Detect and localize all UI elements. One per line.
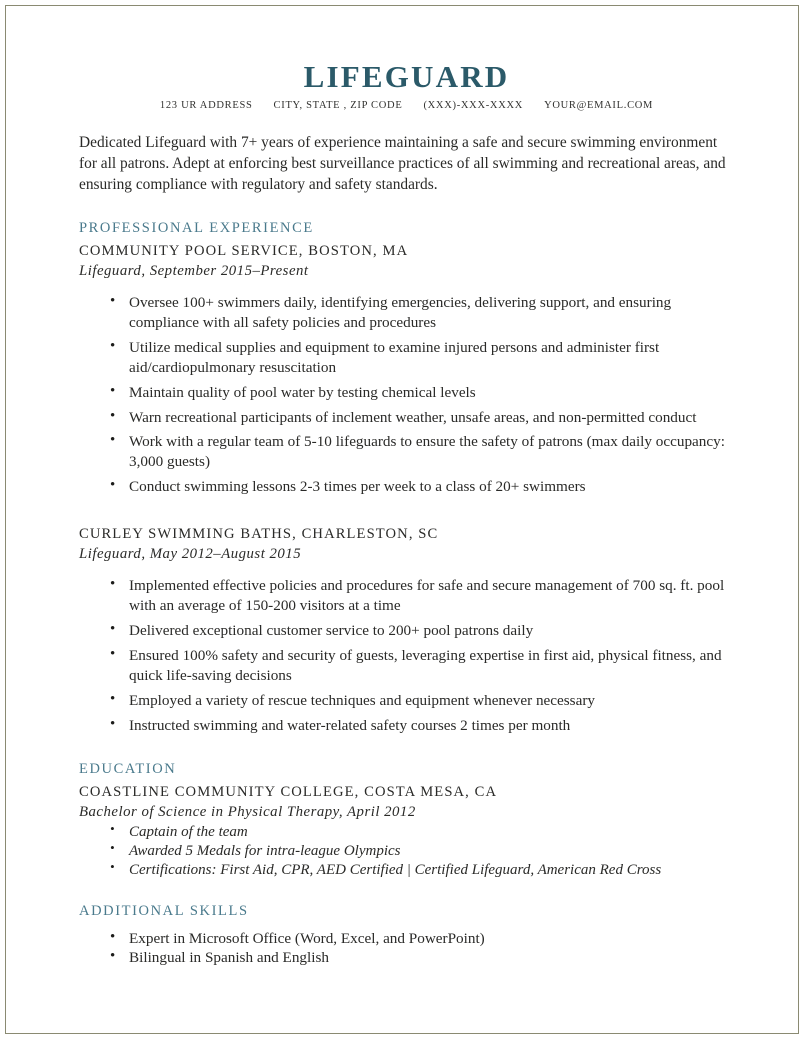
bullet-item: • Expert in Microsoft Office (Word, Excel, and PowerPoint) (79, 929, 734, 949)
employer-name: COMMUNITY POOL SERVICE, BOSTON, MA (79, 242, 409, 259)
job-title-dates: Lifeguard, May 2012–August 2015 (79, 546, 302, 563)
bullet-item: • Maintain quality of pool water by testing chemical levels (79, 383, 734, 403)
section-professional-experience (79, 220, 734, 736)
bullet-item: • Delivered exceptional customer service to 200+ pool patrons daily (79, 621, 734, 641)
bullet-item: • Implemented effective policies and procedures for safe and secure management of 700 sq. ft. pool with an average of 150-200 visitors at a time (79, 576, 734, 616)
section-education (79, 761, 734, 881)
experience-entry (79, 242, 734, 497)
resume-header (79, 6, 734, 111)
education-entry (79, 783, 734, 881)
school-name: COASTLINE COMMUNITY COLLEGE, COSTA MESA, CA (79, 783, 498, 800)
skills-bullet-list (79, 929, 734, 969)
section-heading-skills: ADDITIONAL SKILLS (79, 902, 249, 919)
bullet-item: • Work with a regular team of 5-10 lifeguards to ensure the safety of patrons (max daily occupancy: 3,000 guests) (79, 432, 734, 472)
bullet-item: • Warn recreational participants of inclement weather, unsafe areas, and non-permitted conduct (79, 408, 734, 428)
candidate-title: LIFEGUARD (303, 59, 510, 94)
experience-bullet-list (79, 293, 734, 497)
bullet-item: • Bilingual in Spanish and English (79, 948, 734, 968)
resume-content (79, 6, 734, 968)
experience-bullet-list (79, 576, 734, 735)
contact-phone: (XXX)-XXX-XXXX (423, 99, 524, 111)
section-additional-skills (79, 903, 734, 969)
contact-line (79, 100, 734, 111)
bullet-item: • Oversee 100+ swimmers daily, identifying emergencies, delivering support, and ensuring compliance with all safety policies and procedures (79, 293, 734, 333)
bullet-item: • Ensured 100% safety and security of guests, leveraging expertise in first aid, physical fitness, and quick life-saving decisions (79, 646, 734, 686)
employer-name: CURLEY SWIMMING BATHS, CHARLESTON, SC (79, 526, 439, 543)
resume-page (5, 5, 799, 1034)
section-heading-education: EDUCATION (79, 760, 177, 777)
bullet-item: • Employed a variety of rescue techniques and equipment whenever necessary (79, 691, 734, 711)
contact-city-state-zip: CITY, STATE , ZIP CODE (273, 99, 403, 111)
contact-address: 123 UR ADDRESS (159, 99, 253, 111)
education-bullet-list (79, 823, 734, 881)
contact-email: YOUR@EMAIL.COM (544, 99, 654, 111)
bullet-item: • Certifications: First Aid, CPR, AED Certified | Certified Lifeguard, American Red Cross (79, 861, 734, 880)
section-heading-experience: PROFESSIONAL EXPERIENCE (79, 219, 314, 236)
bullet-item: • Utilize medical supplies and equipment to examine injured persons and administer first aid/cardiopulmonary resuscitation (79, 338, 734, 378)
bullet-item: • Conduct swimming lessons 2-3 times per week to a class of 20+ swimmers (79, 477, 734, 497)
bullet-item: • Instructed swimming and water-related safety courses 2 times per month (79, 716, 734, 736)
experience-entry (79, 525, 734, 736)
bullet-item: • Captain of the team (79, 823, 734, 842)
bullet-item: • Awarded 5 Medals for intra-league Olympics (79, 842, 734, 861)
professional-summary: Dedicated Lifeguard with 7+ years of experience maintaining a safe and secure swimming environment for all patrons. Adept at enforcing best surveillance practices of all swimming and recreational areas, and ensuring compliance with regulatory and safety standards. (79, 133, 726, 193)
degree-and-date: Bachelor of Science in Physical Therapy, April 2012 (79, 803, 416, 820)
job-title-dates: Lifeguard, September 2015–Present (79, 262, 309, 279)
